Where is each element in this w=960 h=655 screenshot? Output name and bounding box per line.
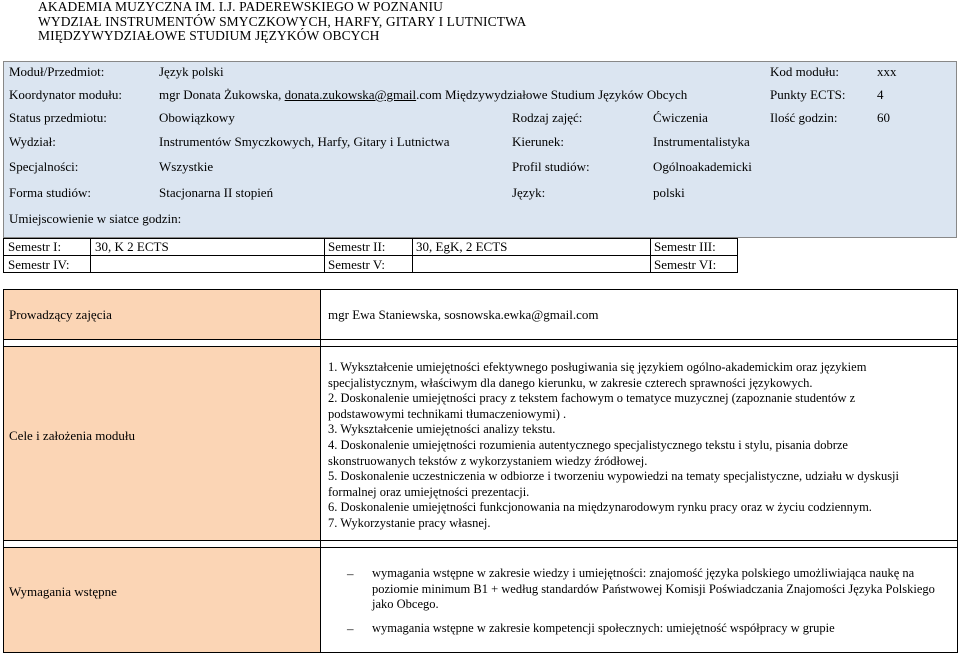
academy-name: AKADEMIA MUZYCZNA IM. I.J. PADEREWSKIEGO W POZNANIU (38, 0, 443, 14)
godzin-label: Ilość godzin: (770, 110, 838, 125)
semester-grid-col1 (90, 238, 91, 273)
semestr-1-label: Semestr I: (8, 239, 62, 254)
kod-value: xxx (877, 64, 897, 79)
semester-grid-col2 (324, 238, 325, 273)
wymagania-label: Wymagania wstępne (9, 584, 117, 599)
semestr-5-label: Semestr V: (328, 257, 385, 272)
semester-grid-col4 (650, 238, 651, 273)
kierunek-label: Kierunek: (512, 134, 564, 149)
kod-label: Kod modułu: (770, 64, 839, 79)
prowadzacy-label: Prowadzący zajęcia (9, 307, 112, 322)
status-label: Status przedmiotu: (9, 110, 107, 125)
bottom-table-row2-a (3, 540, 958, 541)
semestr-6-label: Semestr VI: (654, 257, 717, 272)
koordynator-label: Koordynator modułu: (9, 87, 123, 102)
ects-label: Punkty ECTS: (770, 87, 846, 102)
bottom-table-row2-b (3, 547, 958, 548)
koordynator-unit: .com Międzywydziałowe Studium Języków Obcych (416, 87, 688, 102)
status-value: Obowiązkowy (159, 110, 235, 125)
semestr-1-value: 30, K 2 ECTS (95, 239, 169, 254)
specjalnosci-label: Specjalności: (9, 159, 79, 174)
cele-item-6: 6. Doskonalenie umiejętności funkcjonowania na międzynarodowym rynku pracy oraz w życiu codziennym. (328, 500, 872, 515)
bottom-table-row1-b (3, 346, 958, 347)
cele-list (328, 360, 923, 532)
wymagania-item-1: wymagania wstępne w zakresie wiedzy i umiejętności: znajomość języka polskiego umożliwiająca naukę na poziomie minimum B1 + według standardów Państwowej Komisji Poświadczania Znajomości Języka Polskiego jako Obcego. (372, 566, 935, 612)
umiejscowienie-label: Umiejscowienie w siatce godzin: (9, 211, 182, 226)
kierunek-value: Instrumentalistyka (653, 134, 750, 149)
prowadzacy-value: mgr Ewa Staniewska, sosnowska.ewka@gmail.com (328, 307, 599, 322)
semester-grid-col3 (412, 238, 413, 273)
studium-name: MIĘDZYWYDZIAŁOWE STUDIUM JĘZYKÓW OBCYCH (38, 28, 380, 43)
ects-value: 4 (877, 87, 884, 102)
cele-item-2: 2. Doskonalenie umiejętności pracy z tekstem fachowym o tematyce muzycznej (zapoznanie studentów z podstawowymi technikami tłumaczeniowymi) . (328, 391, 856, 421)
document-header (38, 0, 526, 44)
wydzial-value: Instrumentów Smyczkowych, Harfy, Gitary i Lutnictwa (159, 134, 450, 149)
cele-label: Cele i założenia modułu (9, 428, 135, 443)
cele-item-5: 5. Doskonalenie uczestniczenia w odbiorze i tworzeniu wypowiedzi na tematy specjalistyczne, udziału w dyskusji formalnej oraz umiejętności prezentacji. (328, 469, 900, 499)
modul-label: Moduł/Przedmiot: (9, 64, 105, 79)
jezyk-value: polski (653, 185, 685, 200)
semestr-4-label: Semestr IV: (8, 257, 70, 272)
rodzaj-label: Rodzaj zajęć: (512, 110, 583, 125)
modul-value: Język polski (159, 64, 224, 79)
wydzial-label: Wydział: (9, 134, 56, 149)
bottom-table-col (320, 289, 321, 653)
godzin-value: 60 (877, 110, 890, 125)
semestr-2-value: 30, EgK, 2 ECTS (416, 239, 508, 254)
cele-item-3: 3. Wykształcenie umiejętności analizy tekstu. (328, 422, 556, 437)
cele-item-1: 1. Wykształcenie umiejętności efektywnego posługiwania się językiem ogólno-akademickim oraz językiem specjalistycznym, właściwym dla danego kierunku, w zakresie czterech sprawności językowych. (328, 360, 867, 390)
jezyk-label: Język: (512, 185, 546, 200)
cele-item-4: 4. Doskonalenie umiejętności rozumienia autentycznego specjalistycznego tekstu i stylu, pisania dobrze skonstruowanych tekstów z wykorzystaniem wiedzy źródłowej. (328, 437, 848, 468)
koordynator-email-link[interactable]: donata.zukowska@gmail (284, 87, 417, 102)
profil-value: Ogólnoakademicki (653, 159, 752, 174)
bottom-table-row1-a (3, 339, 958, 340)
rodzaj-value: Ćwiczenia (653, 110, 708, 125)
wymagania-item-2: wymagania wstępne w zakresie kompetencji społecznych: umiejętność współpracy w grupie (372, 621, 835, 635)
wymagania-bullet-2: – (347, 621, 354, 636)
profil-label: Profil studiów: (512, 159, 590, 174)
semestr-3-label: Semestr III: (654, 239, 716, 254)
wymagania-bullet-1: – (347, 566, 354, 581)
forma-value: Stacjonarna II stopień (159, 185, 274, 200)
faculty-name: WYDZIAŁ INSTRUMENTÓW SMYCZKOWYCH, HARFY, GITARY I LUTNICTWA (38, 13, 527, 29)
semester-grid-divider (3, 255, 738, 256)
specjalnosci-value: Wszystkie (159, 159, 214, 174)
cele-item-7: 7. Wykorzystanie pracy własnej. (328, 515, 491, 530)
koordynator-value (159, 87, 687, 103)
koordynator-name: mgr Donata Żukowska, (159, 87, 285, 102)
semestr-2-label: Semestr II: (328, 239, 386, 254)
forma-label: Forma studiów: (9, 185, 91, 200)
